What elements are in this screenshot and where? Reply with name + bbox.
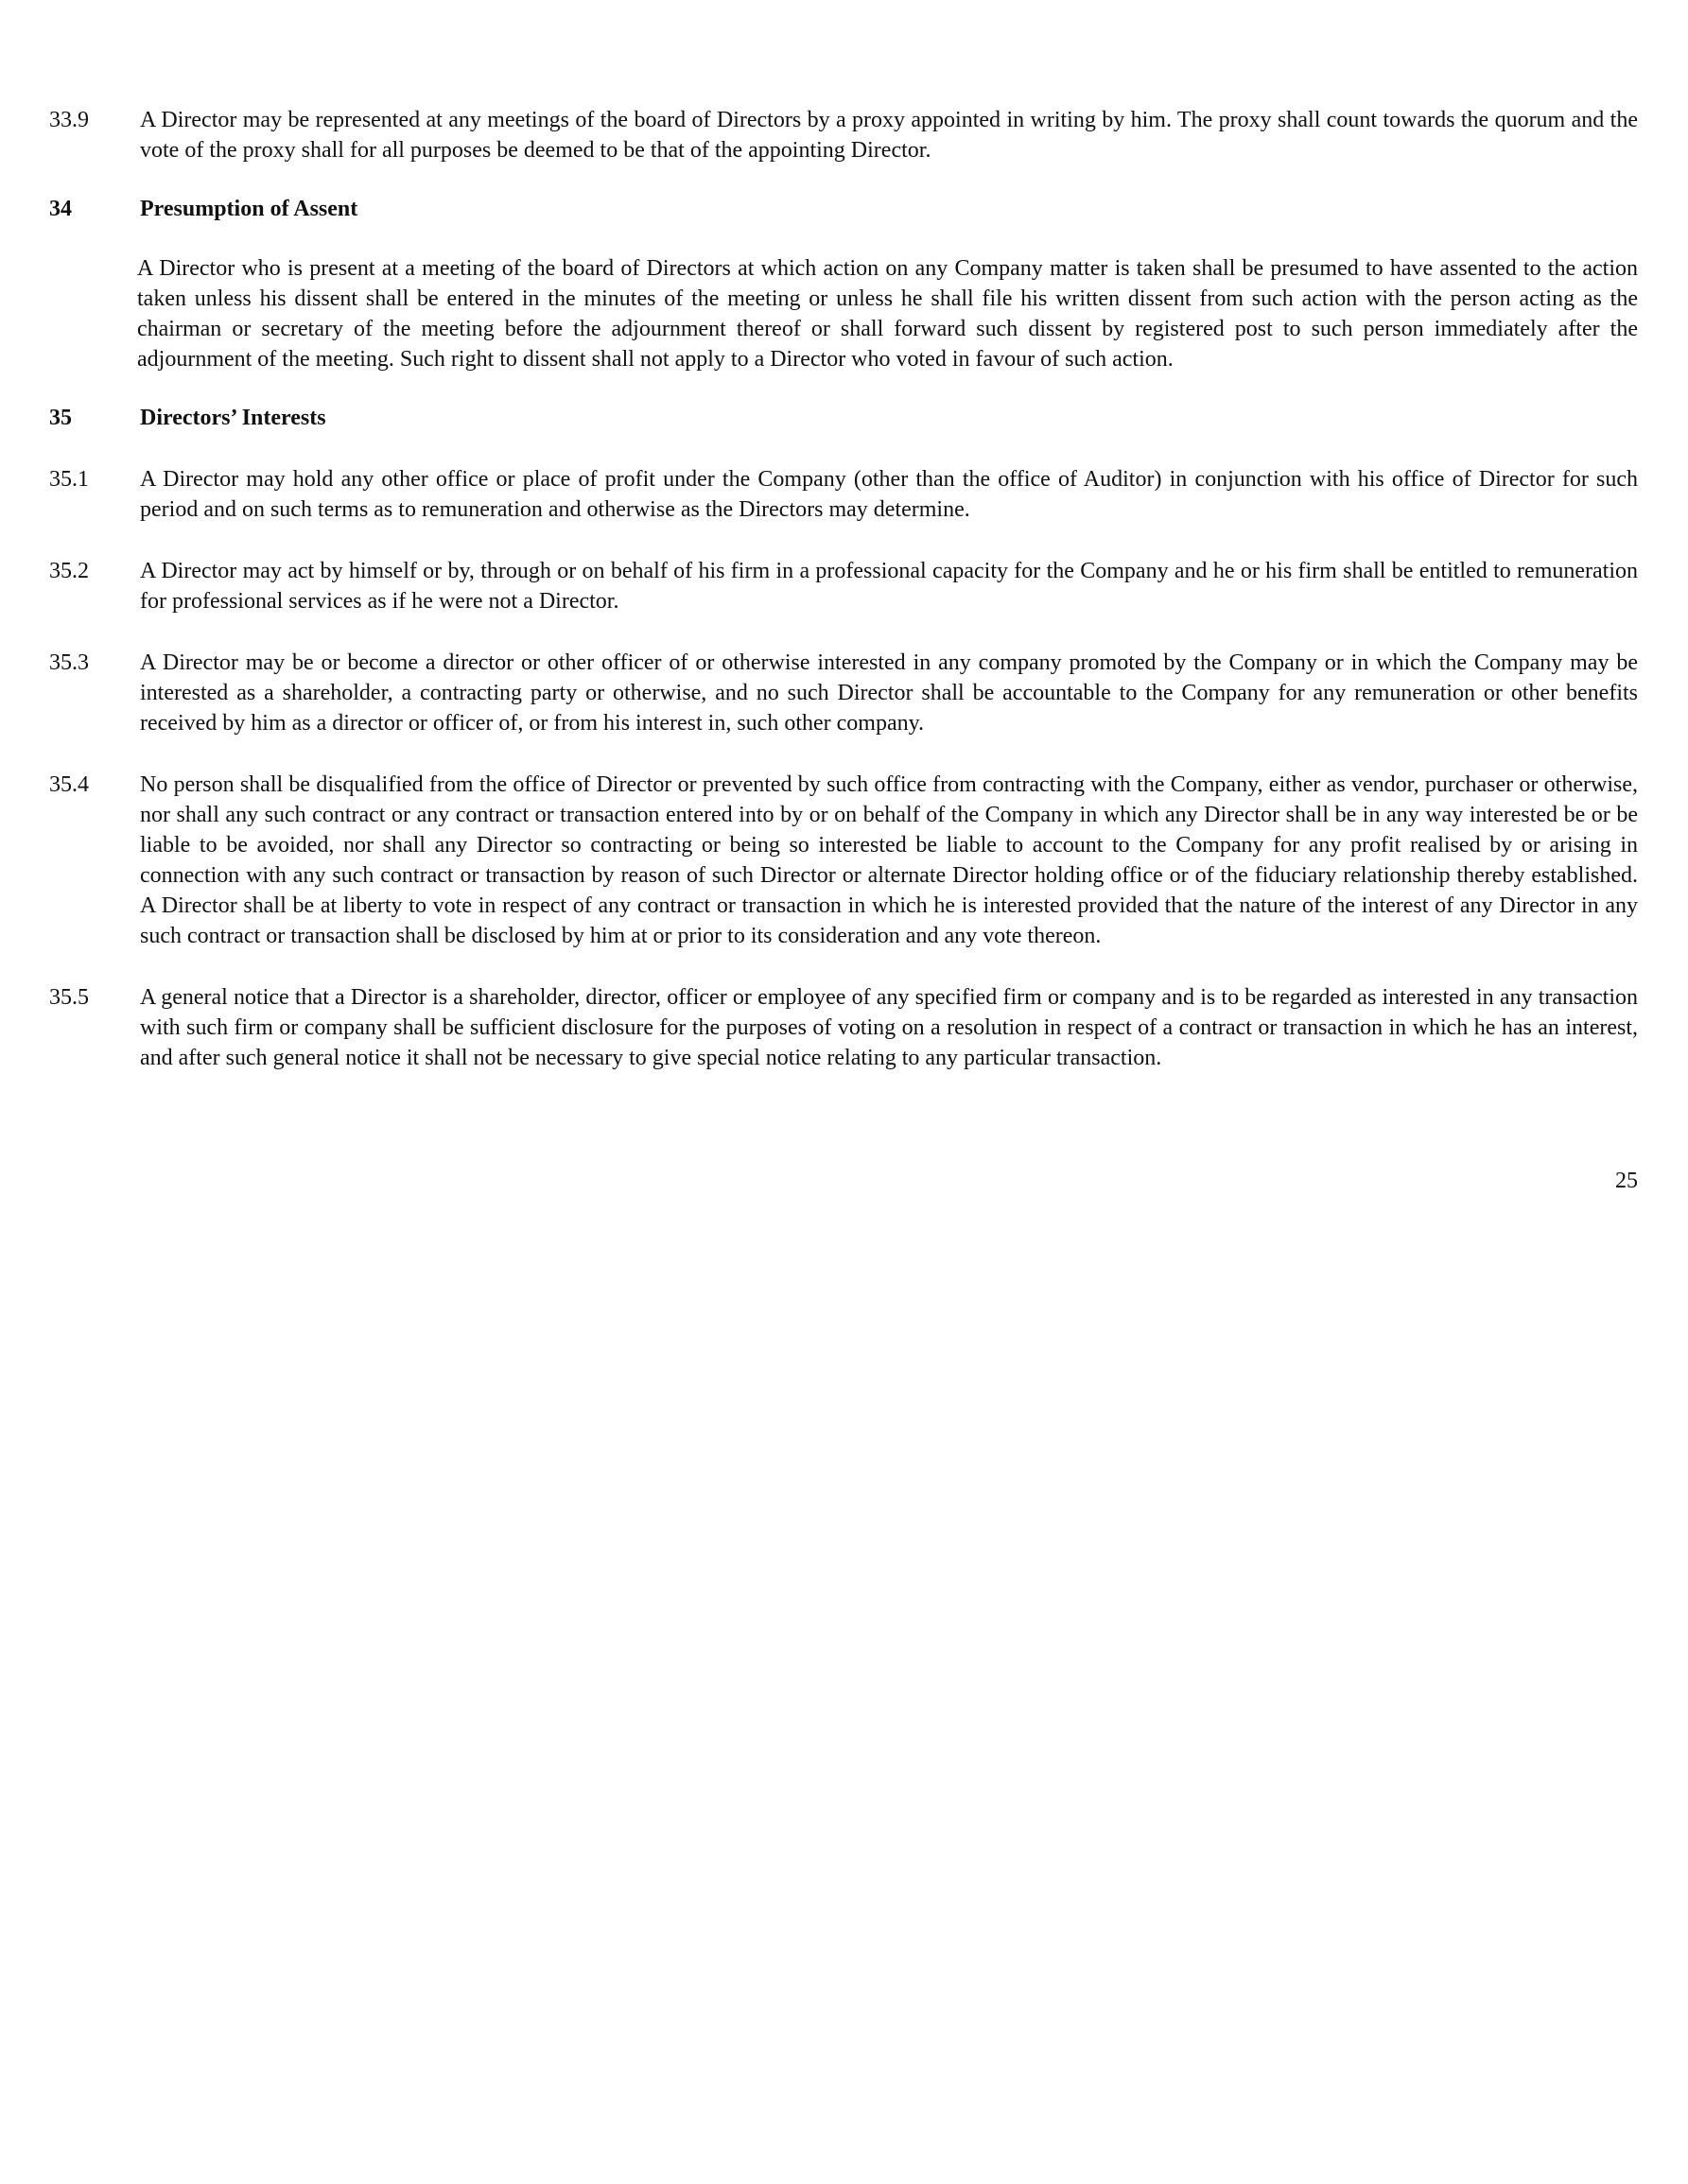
clause-text: A Director may be or become a director or other officer of or otherwise interested in any company promoted by the Company or in which the Company may be interested as a shareholder, a contracting party or otherwise, and no such Director shall be accountable to the Company for any remuneration or other benefits received by him as a director or officer of, or from his interest in, such other company. (140, 650, 1638, 736)
clause-33-9 (49, 105, 1638, 165)
clause-text: A Director may be represented at any meetings of the board of Directors by a proxy appointed in writing by him. The proxy shall count towards the quorum and the vote of the proxy shall for all purposes be deemed to be that of the appointing Director. (140, 108, 1638, 163)
clause-35-4 (49, 770, 1638, 951)
clause-text: A general notice that a Director is a shareholder, director, officer or employee of any specified firm or company and is to be regarded as interested in any transaction with such firm or company shall be sufficient disclosure for the purposes of voting on a resolution in respect of a contract or transaction in which he has an interest, and after such general notice it shall not be necessary to give special notice relating to any particular transaction. (140, 985, 1638, 1070)
clause-number: 35.2 (49, 559, 89, 583)
clause-number: 35.4 (49, 772, 89, 797)
section-number: 34 (49, 197, 72, 221)
clause-35-2 (49, 556, 1638, 616)
document-page (49, 105, 1638, 1193)
section-number: 35 (49, 406, 72, 430)
clause-number: 35.5 (49, 985, 89, 1010)
clause-35-5 (49, 982, 1638, 1073)
clause-35-3 (49, 648, 1638, 738)
clause-35-1 (49, 464, 1638, 525)
clause-text: No person shall be disqualified from the office of Director or prevented by such office from contracting with the Company, either as vendor, purchaser or otherwise, nor shall any such contract or any contract or transaction entered into by or on behalf of the Company in which any Director shall be in any way interested be or be liable to be avoided, nor shall any Director so contracting or being so interested be liable to account to the Company for any profit realised by or arising in connection with any such contract or transaction by reason of such Director or alternate Director holding office or of the fiduciary relationship thereby established. A Director shall be at liberty to vote in respect of any contract or transaction in which he is interested provided that the nature of the interest of any Director in any such contract or transaction shall be disclosed by him at or prior to its consideration and any vote thereon. (140, 772, 1638, 948)
section-heading-35 (49, 403, 1638, 433)
page-number: 25 (1615, 1169, 1638, 1193)
clause-number: 35.1 (49, 467, 89, 492)
clause-number: 35.3 (49, 650, 89, 675)
clause-text: A Director may hold any other office or place of profit under the Company (other than the office of Auditor) in conjunction with his office of Director for such period and on such terms as to remuneration and otherwise as the Directors may determine. (140, 467, 1638, 522)
clause-text: A Director may act by himself or by, through or on behalf of his firm in a professional capacity for the Company and he or his firm shall be entitled to remuneration for professional services as if he were not a Director. (140, 559, 1638, 614)
paragraph-34: A Director who is present at a meeting of the board of Directors at which action on any Company matter is taken shall be presumed to have assented to the action taken unless his dissent shall be entered in the minutes of the meeting or unless he shall file his written dissent from such action with the person acting as the chairman or secretary of the meeting before the adjournment thereof or shall forward such dissent by registered post to such person immediately after the adjournment of the meeting. Such right to dissent shall not apply to a Director who voted in favour of such action. (137, 256, 1638, 372)
section-title: Directors’ Interests (140, 406, 326, 430)
section-title: Presumption of Assent (140, 197, 358, 221)
clause-number: 33.9 (49, 108, 89, 132)
section-heading-34 (49, 194, 1638, 224)
